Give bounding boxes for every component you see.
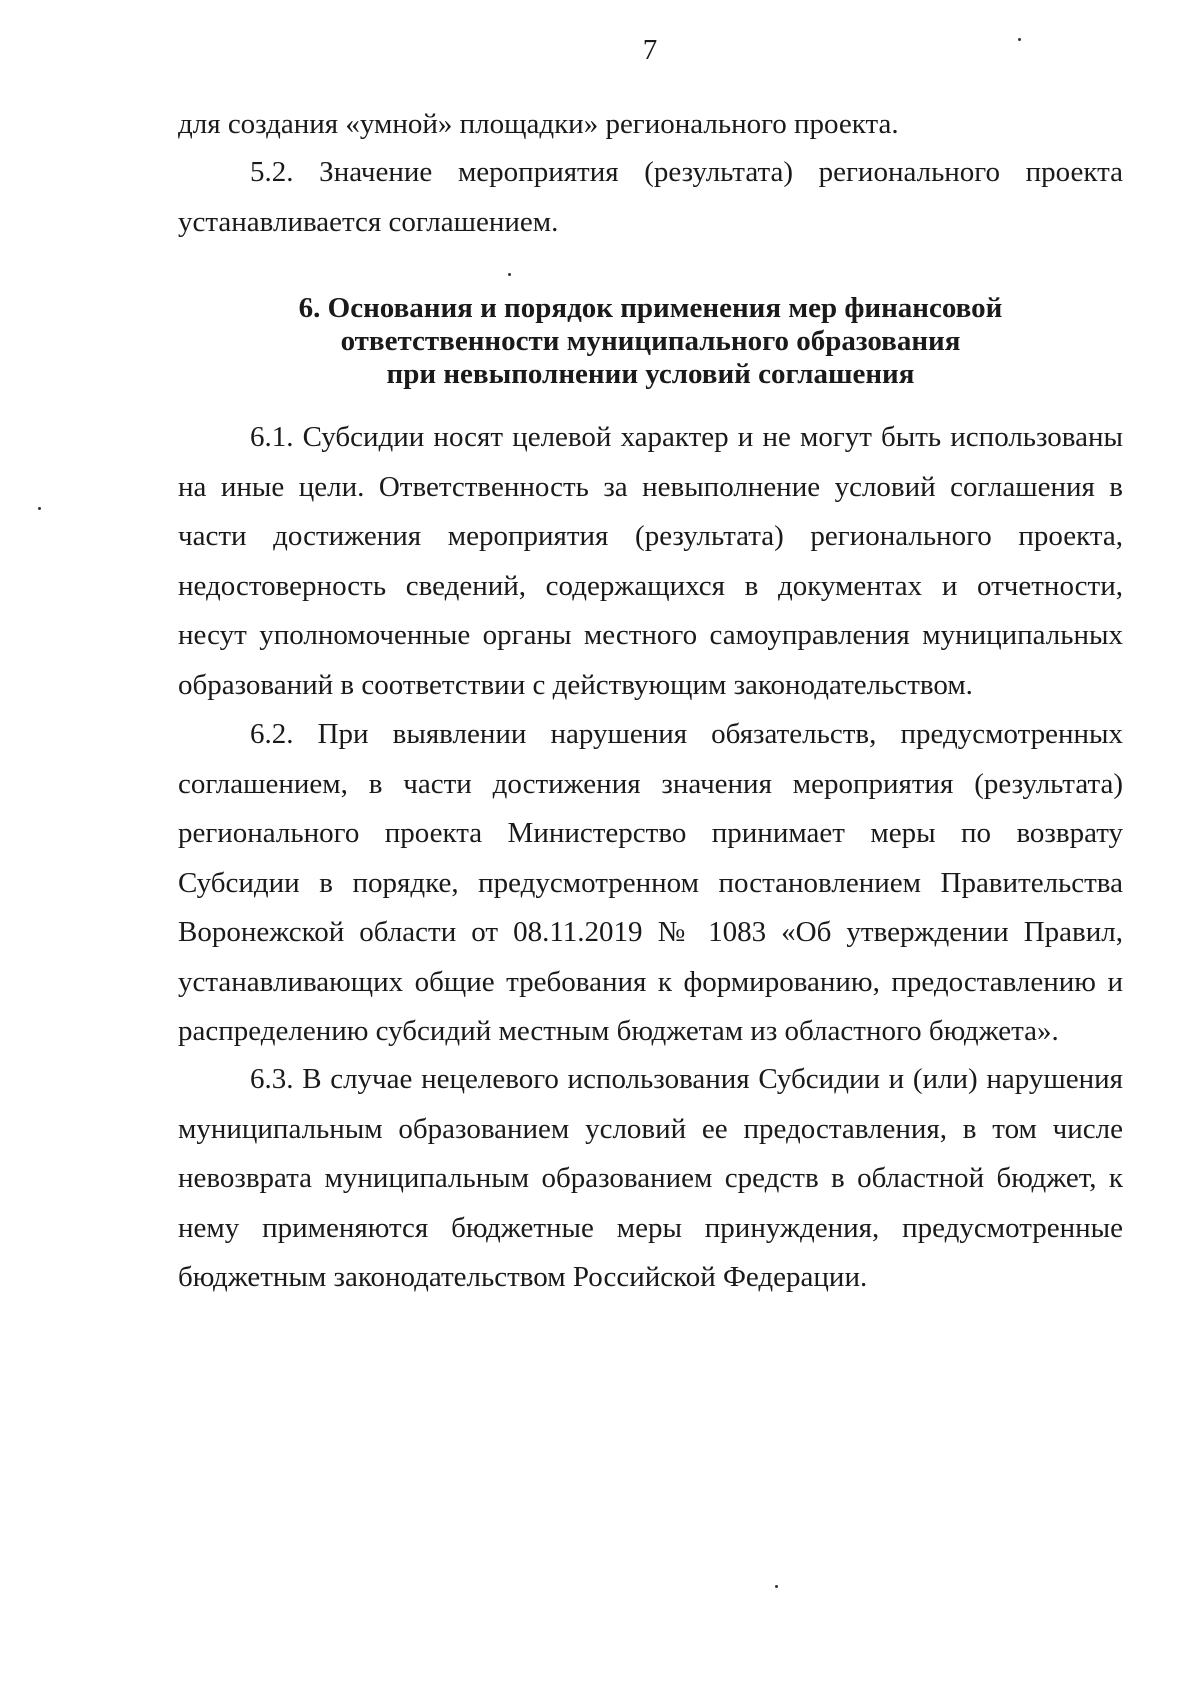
heading-line-1: 6. Основания и порядок применения мер финансовой xyxy=(298,292,1003,324)
paragraph-6-2: 6.2. При выявлении нарушения обязательств, предусмотренных соглашением, в части достижения значения мероприятия (результата) регионального проекта Министерство принимает меры по возврату Субсидии в порядке, предусмотренном постановлением Правительства Воронежской области от 08.11.2019 № 1083 «Об утверждении Правил, устанавливающих общие требования к формированию, предоставлению и распределению субсидий местным бюджетам из областного бюджета». xyxy=(178,718,1123,1047)
paragraph-6-3: 6.3. В случае нецелевого использования Субсидии и (или) нарушения муниципальным образованием условий ее предоставления, в том числе невозврата муниципальным образованием средств в областной бюджет, к нему применяются бюджетные меры принуждения, предусмотренные бюджетным законодательством Российской Федерации. xyxy=(178,1063,1123,1293)
page-number: 7 xyxy=(642,34,658,66)
paragraph-6-1: 6.1. Субсидии носят целевой характер и не могут быть использованы на иные цели. Ответственность за невыполнение условий соглашения в части достижения мероприятия (результата) регионального проекта, недостоверность сведений, содержащихся в документах и отчетности, несут уполномоченные органы местного самоуправления муниципальных образований в соответствии с действующим законодательством. xyxy=(178,421,1123,701)
scan-speck xyxy=(38,507,41,510)
paragraph-5-2: 5.2. Значение мероприятия (результата) регионального проекта устанавливается соглашением. xyxy=(178,156,1123,238)
scan-speck xyxy=(508,273,511,276)
scan-speck xyxy=(775,1585,778,1588)
heading-line-3: при невыполнении условий соглашения xyxy=(386,358,915,390)
continuation-paragraph: для создания «умной» площадки» регионального проекта. xyxy=(178,108,899,140)
section-6-heading xyxy=(178,292,1123,391)
heading-line-2: ответственности муниципального образования xyxy=(340,325,961,357)
scan-speck xyxy=(1018,38,1021,41)
